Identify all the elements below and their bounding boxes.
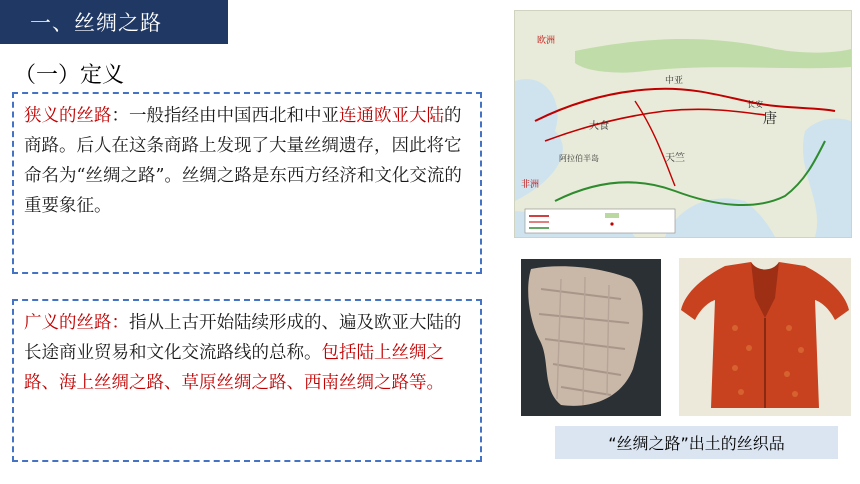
narrow-text-a: 一般指经由中国西北和中亚 — [129, 106, 339, 126]
map-label-europe: 欧洲 — [537, 36, 556, 46]
narrow-term: 狭义的丝路 — [24, 106, 112, 126]
silk-fabric-photo — [521, 259, 661, 416]
map-label-changan: 长安 — [747, 100, 763, 109]
image-caption: “丝绸之路”出土的丝织品 — [555, 426, 838, 459]
silk-road-map — [514, 10, 852, 238]
map-graphic — [515, 11, 851, 237]
map-label-tang: 唐 — [763, 111, 777, 127]
broad-definition-box — [12, 299, 482, 462]
narrow-highlight: 连通欧亚大陆 — [339, 106, 444, 126]
map-label-central-asia: 中亚 — [665, 76, 684, 86]
silk-robe-photo — [679, 258, 851, 416]
broad-colon: ： — [111, 313, 129, 333]
narrow-colon: ： — [111, 106, 129, 126]
narrow-definition-box — [12, 92, 482, 274]
narrow-text-b: 的商路。后人在这条商路上发现了大量丝绸遗存，因此将它命名为“丝绸之路”。丝绸之路是东西方经济和文化交流的重要象征。 — [24, 106, 462, 216]
map-label-tianzhu: 天竺 — [665, 153, 685, 164]
map-label-arabia: 阿拉伯半岛 — [559, 154, 599, 163]
silk-robe-graphic — [679, 258, 851, 416]
map-label-dashi: 大食 — [589, 121, 609, 132]
section-title: 一、丝绸之路 — [0, 0, 228, 44]
map-label-africa: 非洲 — [521, 180, 540, 190]
subheading: （一）定义 — [14, 63, 125, 88]
broad-text-a: 指从上古开始陆续形成的、遍及欧亚大陆的长途商业贸易和文化交流路线的总称。 — [24, 313, 462, 363]
broad-term: 广义的丝路 — [24, 313, 112, 333]
broad-highlight: 包括陆上丝绸之路、海上丝绸之路、草原丝绸之路、西南丝绸之路等。 — [24, 343, 444, 393]
silk-fabric-graphic — [521, 259, 661, 416]
